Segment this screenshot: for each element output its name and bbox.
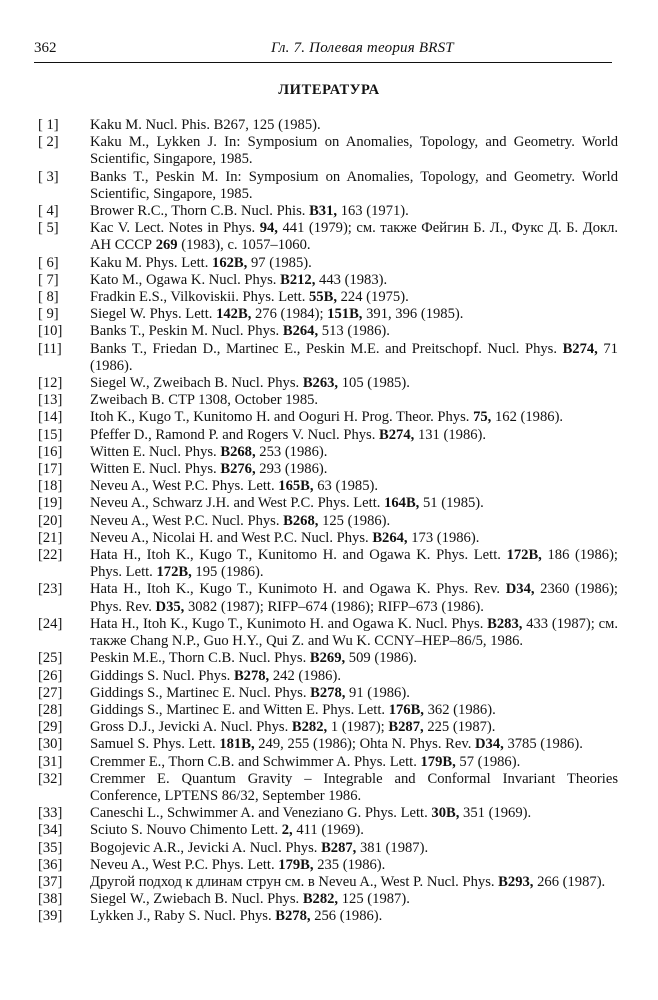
citation-text: 173 (1986). xyxy=(407,529,480,546)
citation-text: 362 (1986). xyxy=(423,701,496,718)
citation-text: Siegel W., Zweibach B. Nucl. Phys. xyxy=(90,375,303,392)
volume-number: B268, xyxy=(220,443,256,460)
reference-number: [30] xyxy=(38,736,63,753)
reference-text xyxy=(90,375,618,392)
citation-text: Peskin M.E., Thorn C.B. Nucl. Phys. xyxy=(90,650,310,667)
citation-text: 235 (1986). xyxy=(313,856,386,873)
reference-list xyxy=(38,117,618,926)
reference-number: [31] xyxy=(38,753,63,770)
page-header xyxy=(34,36,624,62)
citation-text: 162 (1986). xyxy=(491,409,564,426)
citation-text: 1 (1987); xyxy=(327,719,389,736)
volume-number: B274, xyxy=(379,426,415,443)
reference-number: [ 8] xyxy=(38,289,59,306)
reference-item xyxy=(38,341,618,375)
header-rule xyxy=(34,62,612,63)
volume-number: 151B, xyxy=(327,306,363,323)
reference-text xyxy=(90,169,618,203)
reference-text xyxy=(90,392,618,409)
volume-number: 30B, xyxy=(431,805,460,822)
citation-text: Kac V. Lect. Notes in Phys. xyxy=(90,220,260,237)
reference-item xyxy=(38,461,618,478)
reference-item xyxy=(38,668,618,685)
citation-text: 249, 255 (1986); Ohta N. Phys. Rev. xyxy=(254,736,475,753)
volume-number: 2, xyxy=(281,822,293,839)
volume-number: D34, xyxy=(475,736,504,753)
running-head: Гл. 7. Полевая теория BRST xyxy=(271,40,454,56)
reference-text xyxy=(90,203,618,220)
volume-number: 179B, xyxy=(278,856,314,873)
reference-number: [11] xyxy=(38,340,62,357)
citation-text: Witten E. Nucl. Phys. xyxy=(90,461,221,478)
reference-text xyxy=(90,427,618,444)
reference-text xyxy=(90,822,618,839)
reference-item xyxy=(38,908,618,925)
reference-text xyxy=(90,650,618,667)
citation-text: 225 (1987). xyxy=(423,719,496,736)
citation-text: 266 (1987). xyxy=(533,873,606,890)
citation-text: Giddings S., Martinec E. Nucl. Phys. xyxy=(90,684,311,701)
citation-text: 3785 (1986). xyxy=(503,736,583,753)
reference-number: [34] xyxy=(38,822,63,839)
reference-number: [17] xyxy=(38,461,63,478)
reference-item xyxy=(38,530,618,547)
reference-item xyxy=(38,685,618,702)
reference-item xyxy=(38,169,618,203)
citation-text: 125 (1987). xyxy=(338,891,410,908)
citation-text: Другой подход к длинам струн см. в Neveu A., West P. Nucl. Phys. xyxy=(90,873,499,890)
reference-item xyxy=(38,375,618,392)
reference-number: [28] xyxy=(38,701,63,718)
reference-text xyxy=(90,255,618,272)
reference-item xyxy=(38,822,618,839)
reference-number: [14] xyxy=(38,409,63,426)
citation-text: 242 (1986). xyxy=(269,667,341,684)
citation-text: 256 (1986). xyxy=(310,908,383,925)
reference-text xyxy=(90,323,618,340)
reference-text xyxy=(90,478,618,495)
reference-item xyxy=(38,444,618,461)
volume-number: 269 xyxy=(155,237,178,254)
reference-number: [10] xyxy=(38,323,63,340)
reference-item xyxy=(38,409,618,426)
citation-text: 186 (1986); Phys. Lett. xyxy=(90,547,618,581)
reference-text xyxy=(90,908,618,925)
reference-number: [18] xyxy=(38,478,63,495)
volume-number: 55B, xyxy=(309,289,337,306)
volume-number: D34, xyxy=(505,581,535,598)
reference-item xyxy=(38,736,618,753)
citation-text: Kaku M. Nucl. Phis. B267, 125 (1985). xyxy=(90,117,321,133)
reference-number: [36] xyxy=(38,856,63,873)
volume-number: B264, xyxy=(282,323,319,340)
reference-text xyxy=(90,220,618,254)
citation-text: 105 (1985). xyxy=(338,375,410,392)
citation-text: 276 (1984); xyxy=(251,306,328,323)
reference-text xyxy=(90,134,618,168)
volume-number: 172B, xyxy=(156,564,192,581)
reference-number: [ 3] xyxy=(38,168,59,185)
reference-text xyxy=(90,272,618,289)
reference-text xyxy=(90,771,618,805)
citation-text: Bogojevic A.R., Jevicki A. Nucl. Phys. xyxy=(90,839,322,856)
citation-text: Cremmer E., Thorn C.B. and Schwimmer A. Phys. Lett. xyxy=(90,753,421,770)
reference-text xyxy=(90,616,618,650)
citation-text: (1983), с. 1057–1060. xyxy=(177,237,311,254)
reference-number: [37] xyxy=(38,873,63,890)
reference-item xyxy=(38,495,618,512)
citation-text: 433 (1987); см. также Chang N.P., Guo H.Y., Qui Z. and Wu K. CCNY–HEP–86/5, 1986. xyxy=(90,615,618,650)
reference-item xyxy=(38,754,618,771)
reference-number: [38] xyxy=(38,891,63,908)
reference-text xyxy=(90,547,618,581)
citation-text: Lykken J., Raby S. Nucl. Phys. xyxy=(90,908,276,925)
citation-text: 91 (1986). xyxy=(345,684,410,701)
volume-number: 142B, xyxy=(216,306,252,323)
volume-number: B287, xyxy=(388,719,424,736)
reference-text xyxy=(90,306,618,323)
volume-number: 164B, xyxy=(384,495,420,512)
volume-number: 181B, xyxy=(219,736,255,753)
reference-text xyxy=(90,117,618,134)
reference-text xyxy=(90,685,618,702)
reference-item xyxy=(38,805,618,822)
reference-number: [ 4] xyxy=(38,203,59,220)
citation-text: Kaku M., Lykken J. In: Symposium on Anomalies, Topology, and Geometry. World Scientific, Singapore, 1985. xyxy=(90,134,618,168)
volume-number: B282, xyxy=(291,719,328,736)
reference-item xyxy=(38,874,618,891)
citation-text: 195 (1986). xyxy=(191,564,264,581)
reference-number: [ 7] xyxy=(38,271,59,288)
reference-item xyxy=(38,306,618,323)
reference-text xyxy=(90,719,618,736)
citation-text: Banks T., Friedan D., Martinec E., Peskin M.E. and Preitschopf. Nucl. Phys. xyxy=(90,340,563,357)
reference-item xyxy=(38,392,618,409)
reference-item xyxy=(38,857,618,874)
reference-number: [35] xyxy=(38,839,63,856)
citation-text: 443 (1983). xyxy=(315,271,388,288)
reference-item xyxy=(38,840,618,857)
citation-text: 391, 396 (1985). xyxy=(362,306,464,323)
volume-number: 75, xyxy=(473,409,492,426)
reference-item xyxy=(38,771,618,805)
citation-text: 57 (1986). xyxy=(455,753,521,770)
citation-text: 411 (1969). xyxy=(292,822,364,839)
reference-number: [24] xyxy=(38,615,63,632)
citation-text: 71 (1986). xyxy=(90,340,618,374)
citation-text: 131 (1986). xyxy=(414,426,487,443)
citation-text: 63 (1985). xyxy=(313,478,379,495)
citation-text: Brower R.C., Thorn C.B. Nucl. Phis. xyxy=(90,203,310,220)
reference-number: [ 1] xyxy=(38,117,59,133)
reference-text xyxy=(90,668,618,685)
volume-number: 172B, xyxy=(506,547,542,564)
citation-text: Banks T., Peskin M. Nucl. Phys. xyxy=(90,323,283,340)
citation-text: Neveu A., West P.C. Phys. Lett. xyxy=(90,856,279,873)
reference-item xyxy=(38,117,618,134)
citation-text: Neveu A., Schwarz J.H. and West P.C. Phys. Lett. xyxy=(90,495,385,512)
citation-text: 3082 (1987); RIFP–674 (1986); RIFP–673 (1986). xyxy=(184,598,484,615)
reference-number: [25] xyxy=(38,650,63,667)
citation-text: 509 (1986). xyxy=(345,650,417,667)
volume-number: B264, xyxy=(372,529,408,546)
reference-text xyxy=(90,341,618,375)
citation-text: Hata H., Itoh K., Kugo T., Kunitomo H. and Ogawa K. Phys. Lett. xyxy=(90,547,507,564)
volume-number: B293, xyxy=(498,873,534,890)
reference-text xyxy=(90,857,618,874)
citation-text: Hata H., Itoh K., Kugo T., Kunimoto H. and Ogawa K. Nucl. Phys. xyxy=(90,615,488,632)
citation-text: 2360 (1986); Phys. Rev. xyxy=(90,581,618,615)
reference-number: [21] xyxy=(38,529,63,546)
reference-item xyxy=(38,220,618,254)
reference-number: [ 9] xyxy=(38,306,59,323)
citation-text: Zweibach B. CTP 1308, October 1985. xyxy=(90,392,319,409)
reference-item xyxy=(38,702,618,719)
citation-text: Cremmer E. Quantum Gravity – Integrable and Conformal Invariant Theories Conference, LPTENS 86/32, September 1986. xyxy=(90,770,618,804)
volume-number: 162B, xyxy=(212,254,248,271)
reference-text xyxy=(90,444,618,461)
volume-number: B283, xyxy=(487,615,523,632)
reference-text xyxy=(90,805,618,822)
reference-item xyxy=(38,616,618,650)
reference-item xyxy=(38,547,618,581)
reference-number: [ 6] xyxy=(38,254,59,271)
reference-item xyxy=(38,289,618,306)
reference-item xyxy=(38,427,618,444)
citation-text: Siegel W. Phys. Lett. xyxy=(90,306,217,323)
reference-number: [26] xyxy=(38,667,63,684)
volume-number: B278, xyxy=(233,667,270,684)
citation-text: 351 (1969). xyxy=(459,805,532,822)
volume-number: B287, xyxy=(321,839,357,856)
reference-text xyxy=(90,702,618,719)
citation-text: 441 (1979); см. также Фейгин Б. Л., Фукс Д. Б. Докл. АН СССР xyxy=(90,220,619,254)
volume-number: B263, xyxy=(302,375,339,392)
citation-text: Kaku M. Phys. Lett. xyxy=(90,254,213,271)
reference-item xyxy=(38,255,618,272)
volume-number: B282, xyxy=(302,891,339,908)
citation-text: 51 (1985). xyxy=(419,495,484,512)
reference-text xyxy=(90,840,618,857)
citation-text: Witten E. Nucl. Phys. xyxy=(90,443,221,460)
citation-text: Caneschi L., Schwimmer A. and Veneziano G. Phys. Lett. xyxy=(90,805,432,822)
citation-text: Pfeffer D., Ramond P. and Rogers V. Nucl. Phys. xyxy=(90,426,380,443)
reference-number: [ 5] xyxy=(38,220,59,237)
reference-number: [39] xyxy=(38,908,63,925)
reference-item xyxy=(38,478,618,495)
reference-number: [20] xyxy=(38,512,63,529)
citation-text: Gross D.J., Jevicki A. Nucl. Phys. xyxy=(90,719,292,736)
reference-number: [19] xyxy=(38,495,63,512)
citation-text: Sciuto S. Nouvo Chimento Lett. xyxy=(90,822,282,839)
reference-text xyxy=(90,495,618,512)
reference-number: [12] xyxy=(38,375,63,392)
reference-text xyxy=(90,581,618,615)
reference-number: [27] xyxy=(38,684,63,701)
volume-number: B31, xyxy=(309,203,338,220)
reference-item xyxy=(38,891,618,908)
reference-text xyxy=(90,736,618,753)
reference-text xyxy=(90,754,618,771)
citation-text: Neveu A., Nicolai H. and West P.C. Nucl. Phys. xyxy=(90,529,373,546)
reference-number: [ 2] xyxy=(38,134,59,151)
volume-number: B274, xyxy=(562,340,598,357)
reference-item xyxy=(38,134,618,168)
citation-text: 513 (1986). xyxy=(318,323,390,340)
volume-number: 94, xyxy=(259,220,278,237)
reference-number: [22] xyxy=(38,547,63,564)
reference-item xyxy=(38,513,618,530)
reference-text xyxy=(90,874,618,891)
volume-number: B269, xyxy=(309,650,346,667)
citation-text: Neveu A., West P.C. Phys. Lett. xyxy=(90,478,279,495)
citation-text: Giddings S. Nucl. Phys. xyxy=(90,667,234,684)
citation-text: Samuel S. Phys. Lett. xyxy=(90,736,220,753)
reference-text xyxy=(90,409,618,426)
reference-item xyxy=(38,719,618,736)
citation-text: 97 (1985). xyxy=(247,254,312,271)
reference-item xyxy=(38,581,618,615)
volume-number: B276, xyxy=(220,461,256,478)
reference-number: [16] xyxy=(38,443,63,460)
reference-item xyxy=(38,323,618,340)
reference-item xyxy=(38,272,618,289)
citation-text: Neveu A., West P.C. Nucl. Phys. xyxy=(90,512,284,529)
volume-number: B212, xyxy=(280,271,316,288)
volume-number: B278, xyxy=(310,684,346,701)
volume-number: B278, xyxy=(275,908,311,925)
citation-text: Hata H., Itoh K., Kugo T., Kunimoto H. and Ogawa K. Phys. Rev. xyxy=(90,581,506,598)
reference-text xyxy=(90,891,618,908)
citation-text: Banks T., Peskin M. In: Symposium on Anomalies, Topology, and Geometry. World Scientific, Singapore, 1985. xyxy=(90,168,618,202)
reference-number: [23] xyxy=(38,581,63,598)
volume-number: 176B, xyxy=(388,701,424,718)
citation-text: Siegel W., Zwiebach B. Nucl. Phys. xyxy=(90,891,303,908)
volume-number: D35, xyxy=(155,598,185,615)
volume-number: 179B, xyxy=(420,753,456,770)
citation-text: 125 (1986). xyxy=(318,512,391,529)
reference-number: [13] xyxy=(38,392,63,409)
citation-text: 381 (1987). xyxy=(356,839,429,856)
citation-text: Fradkin E.S., Vilkoviskii. Phys. Lett. xyxy=(90,289,309,306)
page-number: 362 xyxy=(34,40,57,56)
citation-text: Kato M., Ogawa K. Nucl. Phys. xyxy=(90,271,281,288)
citation-text: Giddings S., Martinec E. and Witten E. Phys. Lett. xyxy=(90,701,389,718)
reference-item xyxy=(38,650,618,667)
citation-text: 224 (1975). xyxy=(336,289,409,306)
reference-text xyxy=(90,530,618,547)
reference-item xyxy=(38,203,618,220)
reference-number: [33] xyxy=(38,805,63,822)
reference-text xyxy=(90,513,618,530)
citation-text: 293 (1986). xyxy=(255,461,328,478)
citation-text: Itoh K., Kugo T., Kunitomo H. and Ooguri H. Prog. Theor. Phys. xyxy=(90,409,474,426)
reference-number: [15] xyxy=(38,426,63,443)
citation-text: 163 (1971). xyxy=(337,203,409,220)
reference-number: [32] xyxy=(38,770,63,787)
reference-text xyxy=(90,289,618,306)
reference-number: [29] xyxy=(38,719,63,736)
citation-text: 253 (1986). xyxy=(255,443,328,460)
volume-number: B268, xyxy=(283,512,319,529)
volume-number: 165B, xyxy=(278,478,314,495)
reference-text xyxy=(90,461,618,478)
section-title: ЛИТЕРАТУРА xyxy=(278,82,380,98)
